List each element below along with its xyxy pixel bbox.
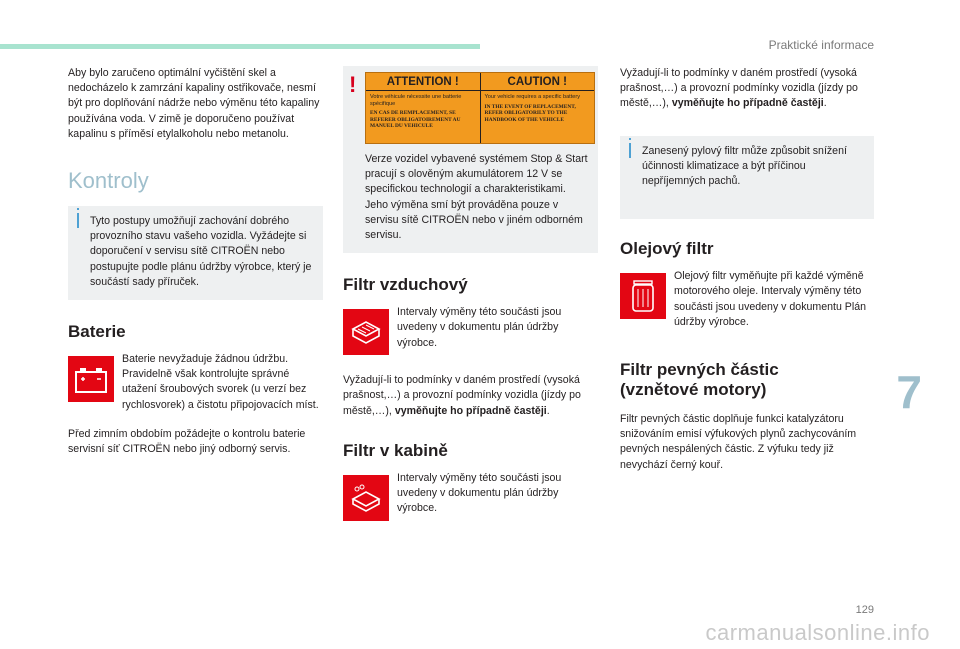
kabina-conditions-text: Vyžadují-li to podmínky v daném prostředí (vysoká prašnost,…) a provozní podmínky vozidla (jízdy po městě,…), vyměňujte ho případně častěji. [620,67,858,110]
battery-sticker [365,72,595,144]
vzduch-heading: Filtr vzduchový [343,275,468,295]
top-accent-bar [0,44,480,49]
section-header: Praktické informace [768,38,874,52]
castic-heading: Filtr pevných částic (vznětové motory) [620,360,779,400]
kontroly-info-text: Tyto postupy umožňují zachování dobrého provozního stavu vašeho vozidla. Vyžádejte si doporučení v servisu sítě CITROËN nebo postupujte podle plánu údržby výrobce, který je součástí sady příruček. [90,215,312,288]
page-number: 129 [855,604,874,616]
kontroly-info-box [68,206,323,300]
olej-row [620,269,874,330]
air-filter-icon [343,309,389,355]
vzduch-text: Intervaly výměny této součásti jsou uvedeny v dokumentu plán údržby výrobce. [397,306,562,349]
olej-heading: Olejový filtr [620,239,714,259]
watermark: carmanualsonline.info [705,620,930,645]
chapter-number: 7 [896,366,922,418]
column-1 [68,66,323,457]
kabina-heading: Filtr v kabině [343,440,448,460]
column-2 [343,66,598,521]
info-icon [629,143,631,158]
column-3 [620,66,874,473]
stop-start-warning-box [343,66,598,253]
warning-exclamation-icon: ! [349,72,357,97]
kabina-text: Intervaly výměny této součásti jsou uvedeny v dokumentu plán údržby výrobce. [397,471,562,515]
battery-icon [68,356,114,402]
sticker-french: ATTENTION ! Votre véhicule nécessite une batterie spécifique EN CAS DE REMPLACEMENT, SE REFERER OBLIGATOIREMENT AU MANUEL DU VEHICULE [366,73,480,143]
baterie-after-text: Před zimním obdobím požádejte o kontrolu baterie servisní síť CITROËN nebo jiný odborný servis. [68,427,306,456]
pollen-info-box [620,136,874,220]
sticker-english: CAUTION ! Your vehicle requires a specific battery IN THE EVENT OF REPLACEMENT, REFER OBLIGATORILY TO THE HANDBOOK OF THE VEHICLE [480,73,595,143]
vzduch-after-text: Vyžadují-li to podmínky v daném prostředí (vysoká prašnost,…) a provozní podmínky vozidla (jízdy po městě,…), vyměňujte ho případně častěji. [343,374,581,417]
baterie-row [68,352,323,413]
info-icon [77,213,79,228]
cabin-filter-icon [343,475,389,521]
washer-fluid-paragraph: Aby bylo zaručeno optimální vyčištění skel a nedocházelo k zamrzání kapaliny ostřikovače, nesmí být pro doplňování nádrže nebo výměnu této kapaliny používána voda. V zimě je doporučeno používat kapalinu s příměsí etylalkoholu nebo metanolu. [68,67,320,140]
baterie-text: Baterie nevyžaduje žádnou údržbu. Pravidelně však kontrolujte správné utažení šroubových svorek (u verzí bez rychlosvorek) a čistotu připojovacích míst. [122,353,319,411]
pollen-info-text: Zanesený pylový filtr může způsobit snížení účinnosti klimatizace a být příčinou nepříjemných pachů. [642,144,847,188]
kabina-row [343,471,598,521]
castic-text: Filtr pevných částic doplňuje funkci katalyzátoru snižováním emisí výfukových plynů zachycováním pevných nespálených částic. Z výfuku tedy již nevychází černý kouř. [620,413,857,471]
vzduch-row [343,305,598,355]
oil-filter-icon [620,273,666,319]
stop-start-warning-text: Verze vozidel vybavené systémem Stop & Start pracují s olověným akumulátorem 12 V se specifickou technologií a charakteristikami. Jeho výměna smí být prováděna pouze v servisu sítě CITROËN nebo v jiném odborném servisu. [365,153,588,242]
kontroly-heading: Kontroly [68,168,149,194]
baterie-heading: Baterie [68,322,126,342]
olej-text: Olejový filtr vyměňujte při každé výměně motorového oleje. Intervaly výměny této součásti jsou uvedeny v dokumentu Plán údržby výrobce. [674,270,866,328]
